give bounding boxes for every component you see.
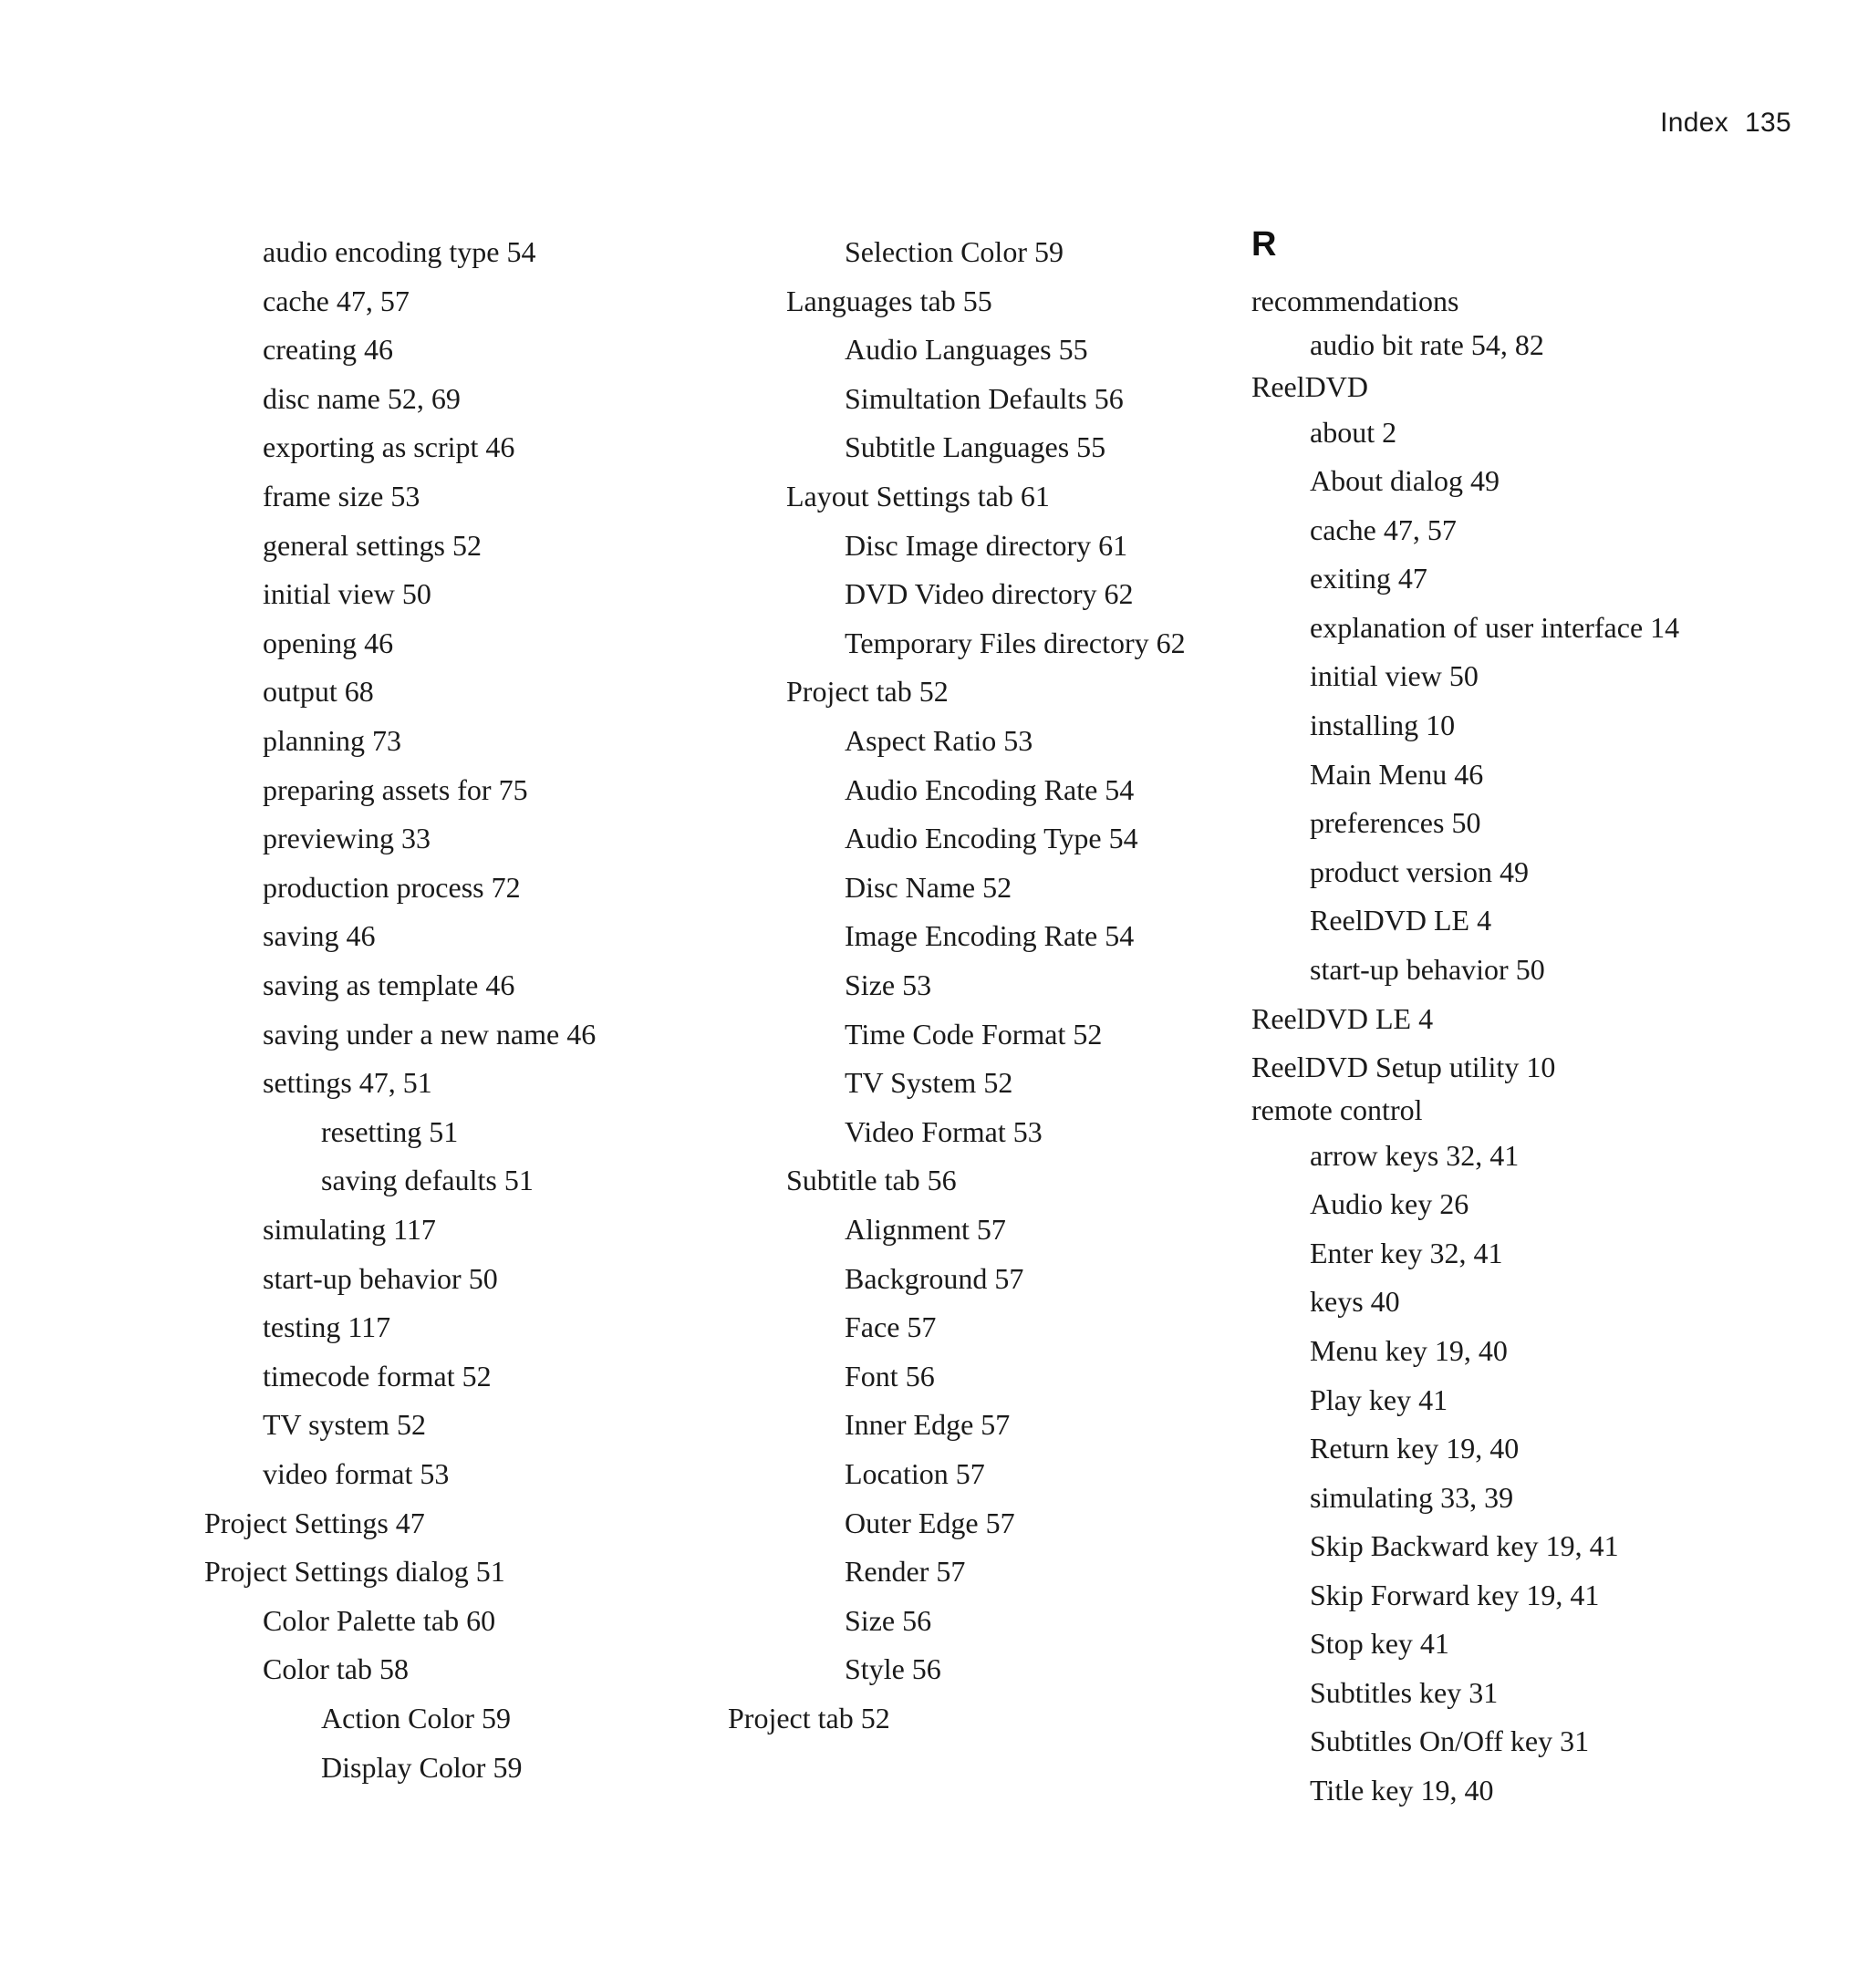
index-entry: Temporary Files directory 62 [845, 626, 1186, 659]
index-entry: Inner Edge 57 [845, 1408, 1011, 1442]
index-entry: Return key 19, 40 [1310, 1432, 1520, 1465]
index-entry: Audio Encoding Type 54 [845, 822, 1138, 855]
index-entry: Selection Color 59 [845, 235, 1064, 268]
index-entry: Aspect Ratio 53 [845, 724, 1033, 757]
index-entry: preferences 50 [1310, 806, 1481, 839]
index-entry: Subtitles On/Off key 31 [1310, 1724, 1590, 1757]
index-entry: Project Settings 47 [204, 1506, 425, 1539]
index-entry: disc name 52, 69 [263, 381, 461, 415]
index-entry: Face 57 [845, 1310, 937, 1344]
index-entry: Stop key 41 [1310, 1627, 1449, 1660]
index-entry: about 2 [1310, 416, 1397, 449]
index-entry: ReelDVD LE 4 [1310, 904, 1492, 937]
index-entry: production process 72 [263, 870, 521, 904]
index-entry: frame size 53 [263, 480, 420, 513]
index-entry: video format 53 [263, 1457, 450, 1490]
index-entry: Render 57 [845, 1555, 966, 1589]
index-entry: arrow keys 32, 41 [1310, 1139, 1520, 1172]
index-entry: remote control [1251, 1093, 1423, 1126]
index-entry: saving 46 [263, 919, 376, 953]
index-entry: Image Encoding Rate 54 [845, 919, 1135, 953]
index-entry: Project tab 52 [786, 675, 949, 709]
index-entry: Video Format 53 [845, 1114, 1043, 1148]
section-letter: R [1251, 225, 1277, 264]
index-entry: simulating 117 [263, 1213, 436, 1246]
index-entry: Play key 41 [1310, 1383, 1448, 1416]
index-entry: Subtitle tab 56 [786, 1164, 957, 1197]
index-entry: recommendations [1251, 285, 1459, 317]
index-entry: Subtitle Languages 55 [845, 430, 1106, 464]
index-entry: Audio Languages 55 [845, 333, 1088, 367]
index-entry: start-up behavior 50 [263, 1261, 498, 1295]
index-entry: settings 47, 51 [263, 1066, 432, 1100]
index-entry: Layout Settings tab 61 [786, 480, 1050, 513]
index-entry: Color tab 58 [263, 1652, 409, 1686]
index-entry: Simultation Defaults 56 [845, 381, 1124, 415]
index-entry: Style 56 [845, 1652, 941, 1686]
index-entry: Enter key 32, 41 [1310, 1237, 1503, 1269]
index-entry: simulating 33, 39 [1310, 1481, 1514, 1514]
index-entry: general settings 52 [263, 528, 482, 562]
index-entry: Languages tab 55 [786, 284, 992, 317]
index-entry: TV system 52 [263, 1408, 426, 1442]
index-entry: cache 47, 57 [1310, 513, 1457, 546]
index-entry: Location 57 [845, 1457, 985, 1490]
index-entry: Skip Forward key 19, 41 [1310, 1579, 1600, 1611]
index-entry: saving as template 46 [263, 968, 515, 1001]
index-entry: audio encoding type 54 [263, 235, 536, 268]
index-entry: resetting 51 [321, 1114, 459, 1148]
index-entry: Audio Encoding Rate 54 [845, 772, 1135, 806]
index-entry: planning 73 [263, 724, 401, 757]
index-column-3 [1251, 0, 1817, 1988]
index-entry: testing 117 [263, 1310, 391, 1344]
index-entry: timecode format 52 [263, 1359, 492, 1393]
index-entry: ReelDVD [1251, 370, 1368, 403]
index-entry: About dialog 49 [1310, 464, 1500, 497]
index-entry: exiting 47 [1310, 562, 1427, 595]
index-entry: Main Menu 46 [1310, 758, 1484, 791]
index-entry: saving defaults 51 [321, 1164, 534, 1197]
index-entry: Menu key 19, 40 [1310, 1334, 1508, 1367]
index-column-1 [204, 0, 715, 1988]
page-number: 135 [1745, 108, 1791, 138]
index-entry: preparing assets for 75 [263, 772, 528, 806]
index-entry: TV System 52 [845, 1066, 1013, 1100]
index-entry: Skip Backward key 19, 41 [1310, 1529, 1619, 1562]
index-entry: exporting as script 46 [263, 430, 515, 464]
index-entry: Project Settings dialog 51 [204, 1555, 505, 1589]
index-entry: Size 53 [845, 968, 932, 1001]
index-entry: audio bit rate 54, 82 [1310, 328, 1544, 361]
index-entry: start-up behavior 50 [1310, 953, 1545, 986]
index-entry: DVD Video directory 62 [845, 577, 1134, 611]
index-entry: product version 49 [1310, 855, 1529, 888]
index-entry: Time Code Format 52 [845, 1017, 1103, 1051]
index-entry: Subtitles key 31 [1310, 1676, 1499, 1709]
running-header-label: Index [1660, 108, 1729, 138]
index-entry: Size 56 [845, 1603, 932, 1637]
index-entry: output 68 [263, 675, 374, 709]
index-entry: initial view 50 [1310, 659, 1479, 692]
index-entry: Audio key 26 [1310, 1187, 1469, 1220]
index-entry: previewing 33 [263, 822, 431, 855]
index-entry: Project tab 52 [728, 1702, 890, 1734]
index-entry: Title key 19, 40 [1310, 1774, 1494, 1807]
index-entry: Outer Edge 57 [845, 1506, 1015, 1539]
index-entry: Color Palette tab 60 [263, 1603, 496, 1637]
index-entry: Font 56 [845, 1359, 935, 1393]
index-entry: keys 40 [1310, 1285, 1400, 1318]
index-entry: ReelDVD Setup utility 10 [1251, 1051, 1556, 1083]
index-entry: installing 10 [1310, 709, 1456, 741]
index-entry: Background 57 [845, 1261, 1024, 1295]
index-entry: creating 46 [263, 333, 394, 367]
index-entry: ReelDVD LE 4 [1251, 1002, 1434, 1035]
index-entry: Disc Image directory 61 [845, 528, 1128, 562]
index-entry: Alignment 57 [845, 1213, 1006, 1246]
index-entry: Disc Name 52 [845, 870, 1012, 904]
index-entry: Display Color 59 [321, 1750, 523, 1784]
index-entry: initial view 50 [263, 577, 431, 611]
index-entry: saving under a new name 46 [263, 1017, 597, 1051]
index-entry: opening 46 [263, 626, 394, 659]
index-entry: explanation of user interface 14 [1310, 611, 1680, 644]
index-entry: cache 47, 57 [263, 284, 410, 317]
index-entry: Action Color 59 [321, 1702, 511, 1734]
index-column-2 [728, 0, 1239, 1988]
